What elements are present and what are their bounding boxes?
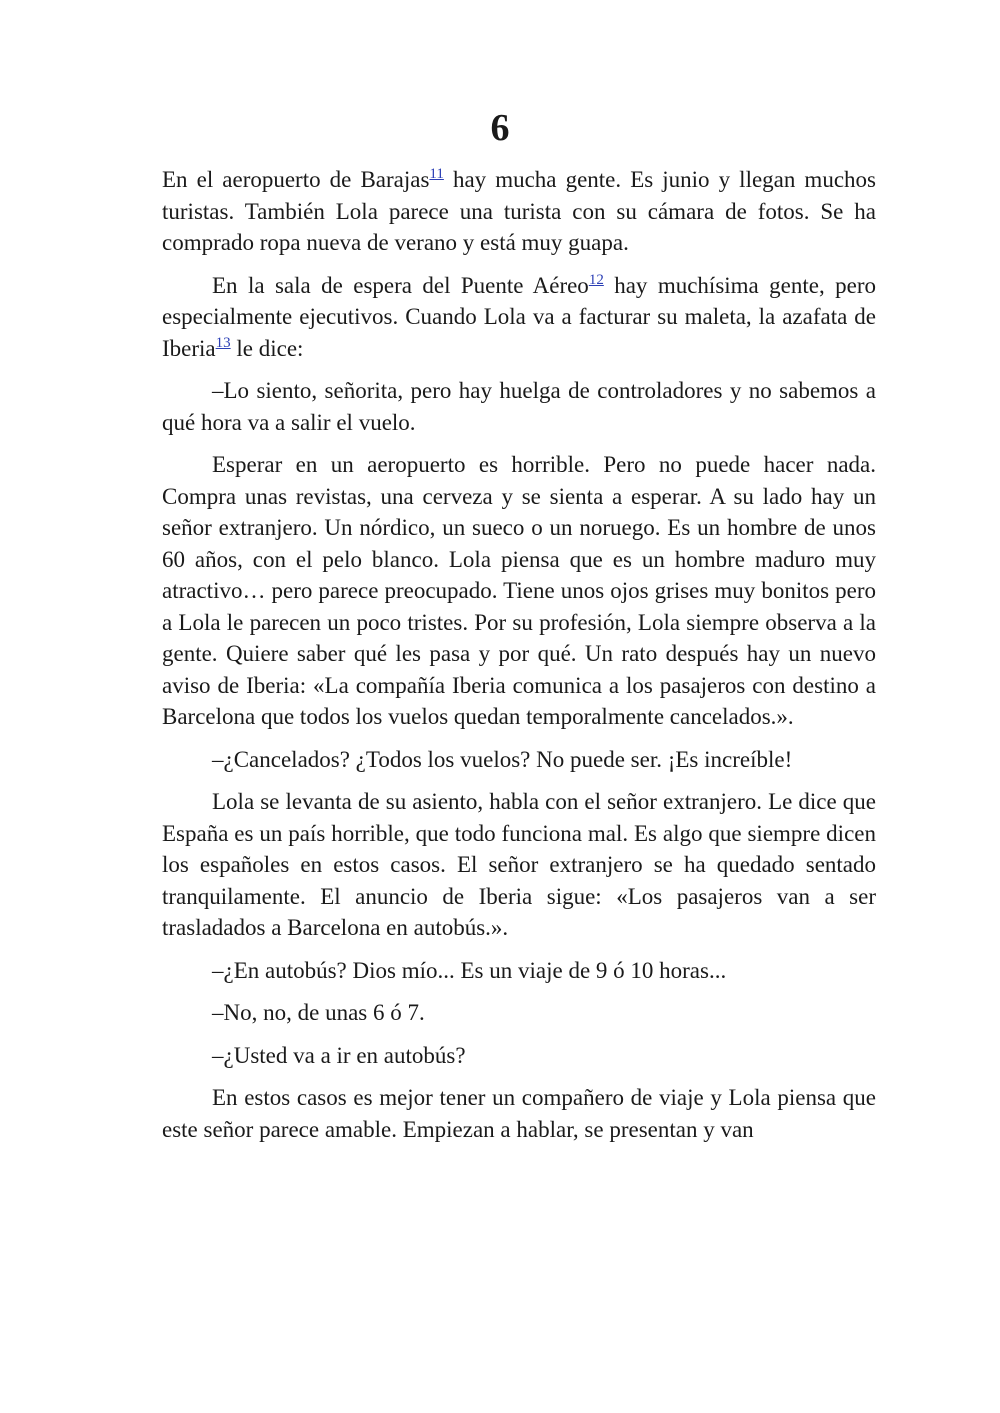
paragraph: En estos casos es mejor tener un compañero de viaje y Lola piensa que este señor parece amable. Empiezan a hablar, se presentan y van bbox=[162, 1085, 876, 1142]
paragraph bbox=[162, 164, 876, 259]
dialogue-line: –¿En autobús? Dios mío... Es un viaje de 9 ó 10 horas... bbox=[212, 957, 727, 983]
footnote-link-11[interactable]: 11 bbox=[429, 166, 444, 182]
dialogue-line: –¿Cancelados? ¿Todos los vuelos? No puede ser. ¡Es increíble! bbox=[212, 746, 793, 772]
paragraph-text: En el aeropuerto de Barajas bbox=[162, 167, 430, 192]
footnote-link-12[interactable]: 12 bbox=[588, 271, 604, 288]
dialogue-line: –No, no, de unas 6 ó 7. bbox=[212, 1000, 425, 1025]
paragraph: Esperar en un aeropuerto es horrible. Pero no puede hacer nada. Compra unas revistas, una cerveza y se sienta a esperar. A su lado hay un señor extranjero. Un nórdico, un sueco o un noruego. Es un hombre de unos 60 años, con el pelo blanco. Lola piensa que es un hombre maduro muy atractivo… pero parece preocupado. Tiene unos ojos grises muy bonitos pero a Lola le parecen un poco tristes. Por su profesión, Lola siempre observa a la gente. Quiere saber qué les pasa y por qué. Un rato después hay un nuevo aviso de Iberia: «La compañía Iberia comunica a los pasajeros con destino a Barcelona que todos los vuelos quedan temporalmente cancelados.». bbox=[162, 452, 876, 729]
paragraph-text: En la sala de espera del Puente Aéreo bbox=[212, 272, 589, 298]
dialogue-line: –Lo siento, señorita, pero hay huelga de controladores y no sabemos a qué hora va a salir el vuelo. bbox=[162, 378, 876, 435]
paragraph-text: le dice: bbox=[230, 335, 304, 361]
paragraph-text: hay muchísima gente, pero especialmente ejecutivos. Cuando Lola va a facturar su maleta, la azafata de Iberia bbox=[162, 272, 876, 361]
chapter-number: 6 bbox=[490, 107, 510, 149]
paragraph-text: hay mucha gente. Es junio y llegan muchos turistas. También Lola parece una turista con su cámara de fotos. Se ha comprado ropa nueva de verano y está muy guapa. bbox=[162, 167, 876, 255]
paragraph bbox=[162, 270, 876, 365]
footnote-link-13[interactable]: 13 bbox=[215, 334, 231, 351]
dialogue-line: –¿Usted va a ir en autobús? bbox=[212, 1042, 466, 1068]
chapter-text bbox=[162, 164, 876, 1156]
paragraph: Lola se levanta de su asiento, habla con el señor extranjero. Le dice que España es un país horrible, que todo funciona mal. Es algo que siempre dicen los españoles en estos casos. El señor extranjero se ha quedado sentado tranquilamente. El anuncio de Iberia sigue: «Los pasajeros van a ser trasladados a Barcelona en autobús.». bbox=[162, 789, 876, 940]
